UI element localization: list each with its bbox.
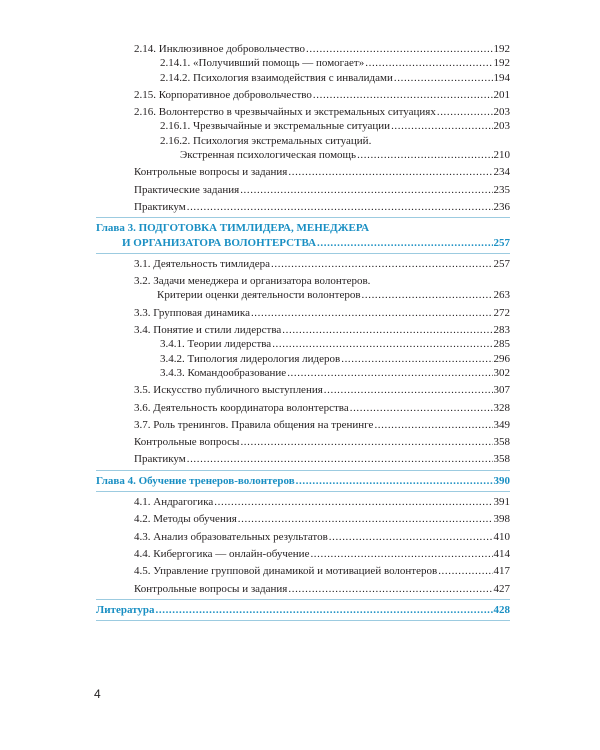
toc-entry-3-2[interactable] [96,288,510,302]
toc-entry-title: 4.1. Андрагогика [134,496,214,509]
dot-leader [272,337,492,351]
toc-entry-ch3-questions[interactable] [96,435,510,449]
section-divider [96,470,510,471]
toc-entry-page: 192 [493,43,510,55]
toc-entry-2-14-2[interactable] [96,71,510,85]
toc-entry-4-2[interactable] [96,512,510,526]
dot-leader [374,418,492,432]
section-divider [96,217,510,218]
toc-entry-page: 296 [493,352,510,365]
toc-entry-4-5[interactable] [96,564,510,578]
toc-entry-3-3[interactable] [96,306,510,320]
dot-leader [394,71,493,85]
dot-leader [187,452,493,466]
toc-chapter-page: 390 [493,474,510,487]
toc-entry-2-16-1[interactable] [96,119,510,133]
dot-leader [437,105,493,119]
toc-entry-page: 272 [493,306,510,319]
toc-entry-title: Экстренная психологическая помощь [180,149,357,162]
toc-chapter-3-line1[interactable]: Глава 3. ПОДГОТОВКА ТИМЛИДЕРА, МЕНЕДЖЕРА [96,222,370,235]
dot-leader [240,183,492,197]
toc-entry-title: Контрольные вопросы [134,436,240,449]
dot-leader [288,582,492,596]
toc-entry-title: 3.4.3. Командообразование [160,366,287,379]
toc-chapter-title: Глава 4. Обучение тренеров-волонтеров [96,474,295,487]
dot-leader [306,42,492,56]
toc-entry-page: 257 [493,257,510,270]
toc-entry-page: 285 [493,338,510,351]
dot-leader [317,236,492,250]
toc-entry-page: 328 [493,401,510,414]
toc-entry-page: 427 [493,582,510,595]
page-number: 4 [94,687,101,701]
toc-entry-title: Критерии оценки деятельности волонтеров [157,289,361,302]
toc-chapter-page: 428 [493,603,510,616]
toc-entry-4-3[interactable] [96,530,510,544]
dot-leader [391,119,492,133]
toc-entry-title: 2.14.2. Психология взаимодействия с инвалидами [160,71,393,84]
toc-chapter-page: 257 [493,236,510,249]
toc-entry-page: 203 [493,120,510,133]
toc-entry-3-5[interactable] [96,383,510,397]
table-of-contents [96,42,510,624]
toc-entry-3-7[interactable] [96,418,510,432]
dot-leader [156,603,493,617]
toc-entry-title: 2.14.1. «Получивший помощь — помогает» [160,57,365,70]
toc-entry-page: 349 [493,418,510,431]
toc-chapter-title: Литература [96,603,155,616]
toc-entry-ch2-practical[interactable] [96,183,510,197]
toc-chapter-4[interactable] [96,474,510,488]
toc-entry-3-6[interactable] [96,401,510,415]
toc-entry-title: 2.16.1. Чрезвычайные и экстремальные ситуации [160,120,391,133]
toc-entry-page: 192 [493,57,510,70]
toc-entry-title: 4.5. Управление групповой динамикой и мотивацией волонтеров [134,565,438,578]
toc-entry-page: 194 [493,71,510,84]
toc-chapter-3[interactable] [96,236,510,250]
toc-entry-4-1[interactable] [96,495,510,509]
dot-leader [251,306,493,320]
dot-leader [240,435,492,449]
toc-entry-ch2-workshop[interactable] [96,200,510,214]
dot-leader [357,148,492,162]
toc-entry-page: 358 [493,436,510,449]
dot-leader [350,401,493,415]
toc-entry-page: 263 [493,289,510,302]
toc-entry-page: 414 [493,547,510,560]
toc-entry-title: 3.6. Деятельность координатора волонтерства [134,401,349,414]
toc-entry-3-4-3[interactable] [96,366,510,380]
dot-leader [362,288,493,302]
toc-entry-3-2-line1[interactable]: 3.2. Задачи менеджера и организатора волонтеров. [134,275,371,288]
dot-leader [365,56,492,70]
toc-entry-title: 2.15. Корпоративное добровольчество [134,88,312,101]
toc-entry-title: 3.7. Роль тренингов. Правила общения на тренинге [134,418,374,431]
toc-entry-title: Практические задания [134,183,240,196]
toc-entry-3-4-1[interactable] [96,337,510,351]
dot-leader [282,323,492,337]
toc-entry-title: 4.4. Кибергогика — онлайн-обучение [134,547,310,560]
toc-entry-4-4[interactable] [96,547,510,561]
toc-entry-page: 236 [493,200,510,213]
toc-entry-page: 203 [493,106,510,119]
toc-entry-3-4[interactable] [96,323,510,337]
section-divider [96,253,510,254]
toc-entry-title: 3.1. Деятельность тимлидера [134,257,271,270]
dot-leader [310,547,492,561]
dot-leader [296,474,493,488]
toc-literature[interactable] [96,603,510,617]
toc-entry-3-1[interactable] [96,257,510,271]
toc-entry-3-4-2[interactable] [96,352,510,366]
dot-leader [214,495,492,509]
toc-entry-page: 302 [493,366,510,379]
toc-entry-title: Контрольные вопросы и задания [134,582,288,595]
section-divider [96,599,510,600]
toc-entry-page: 417 [493,565,510,578]
toc-entry-title: Практикум [134,453,186,466]
dot-leader [313,88,493,102]
toc-entry-2-16-2-line1[interactable]: 2.16.2. Психология экстремальных ситуаций. [160,134,372,147]
dot-leader [324,383,493,397]
toc-entry-page: 391 [493,496,510,509]
toc-entry-title: Контрольные вопросы и задания [134,166,288,179]
dot-leader [329,530,493,544]
toc-entry-2-16-2[interactable] [96,148,510,162]
toc-entry-title: 3.5. Искусство публичного выступления [134,384,323,397]
dot-leader [187,200,493,214]
toc-entry-2-14-1[interactable] [96,56,510,70]
dot-leader [341,352,492,366]
toc-entry-title: 4.3. Анализ образовательных результатов [134,530,328,543]
toc-entry-title: 3.4.1. Теории лидерства [160,338,272,351]
toc-entry-page: 307 [493,384,510,397]
dot-leader [288,165,492,179]
toc-entry-2-15[interactable] [96,88,510,102]
toc-entry-page: 410 [493,530,510,543]
dot-leader [238,512,493,526]
dot-leader [438,564,492,578]
toc-entry-title: 4.2. Методы обучения [134,513,237,526]
section-divider [96,491,510,492]
dot-leader [271,257,492,271]
toc-entry-title: 3.3. Групповая динамика [134,306,250,319]
toc-entry-2-14[interactable] [96,42,510,56]
toc-entry-ch2-questions[interactable] [96,165,510,179]
toc-entry-page: 234 [493,166,510,179]
dot-leader [287,366,492,380]
section-divider [96,620,510,621]
toc-entry-2-16[interactable] [96,105,510,119]
toc-entry-page: 201 [493,88,510,101]
toc-entry-ch3-workshop[interactable] [96,452,510,466]
toc-chapter-title: И ОРГАНИЗАТОРА ВОЛОНТЕРСТВА [122,236,317,249]
toc-entry-title: Практикум [134,200,186,213]
toc-entry-ch4-questions[interactable] [96,582,510,596]
toc-entry-title: 2.14. Инклюзивное добровольчество [134,43,306,55]
toc-entry-page: 358 [493,453,510,466]
toc-entry-page: 398 [493,513,510,526]
toc-entry-page: 210 [493,149,510,162]
toc-entry-title: 2.16. Волонтерство в чрезвычайных и экстремальных ситуациях [134,106,436,119]
toc-entry-title: 3.4.2. Типология лидерология лидеров [160,352,341,365]
toc-entry-page: 283 [493,324,510,337]
toc-entry-title: 3.4. Понятие и стили лидерства [134,324,282,337]
toc-entry-page: 235 [493,183,510,196]
